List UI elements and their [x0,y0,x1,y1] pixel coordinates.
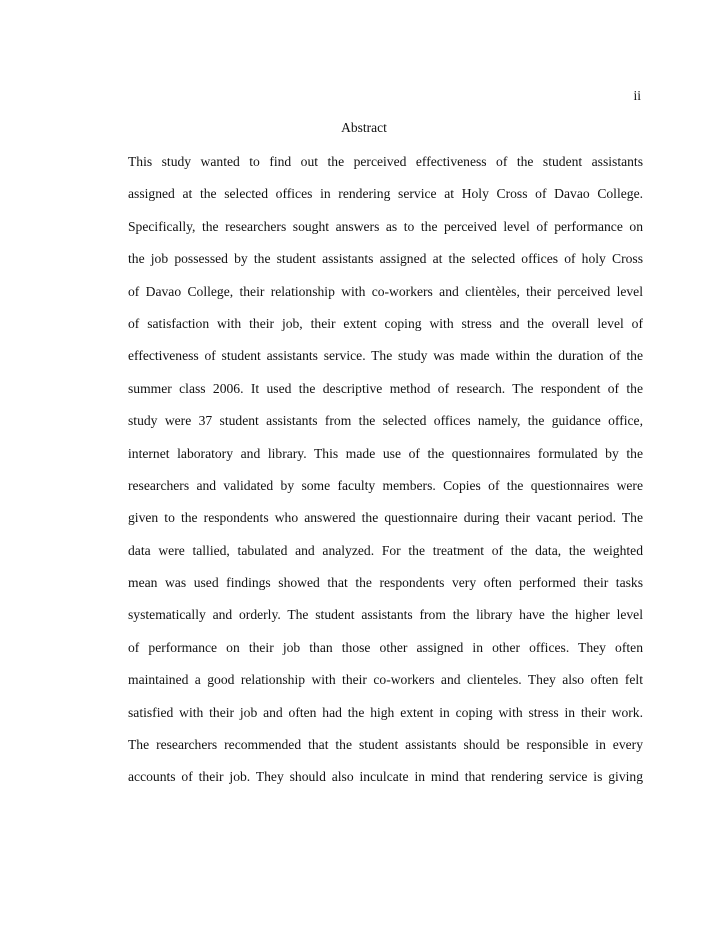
abstract-line: of Davao College, their relationship with co-workers and clientèles, their perceived level [128,283,643,299]
abstract-heading: Abstract [341,120,387,135]
abstract-line: internet laboratory and library. This made use of the questionnaires formulated by the [128,445,643,461]
abstract-line: effectiveness of student assistants service. The study was made within the duration of the [128,348,643,364]
abstract-line: given to the respondents who answered the questionnaire during their vacant period. The [128,510,643,526]
abstract-line: study were 37 student assistants from the selected offices namely, the guidance office, [128,413,643,429]
abstract-line: of satisfaction with their job, their extent coping with stress and the overall level of [128,315,643,331]
abstract-line: The researchers recommended that the student assistants should be responsible in every [128,737,643,753]
abstract-line: mean was used findings showed that the respondents very often performed their tasks [128,575,643,591]
page-number: ii [633,88,641,103]
abstract-line: Specifically, the researchers sought answers as to the perceived level of performance on [128,218,643,234]
abstract-line: assigned at the selected offices in rendering service at Holy Cross of Davao College. [128,186,643,202]
abstract-line: maintained a good relationship with their co-workers and clienteles. They also often felt [128,672,643,688]
abstract-line: accounts of their job. They should also inculcate in mind that rendering service is giving [128,769,643,785]
abstract-line: systematically and orderly. The student assistants from the library have the higher level [128,607,643,623]
abstract-line: summer class 2006. It used the descriptive method of research. The respondent of the [128,380,643,396]
abstract-body [128,146,643,794]
abstract-line: satisfied with their job and often had the high extent in coping with stress in their work. [128,704,643,720]
abstract-line: data were tallied, tabulated and analyzed. For the treatment of the data, the weighted [128,542,643,558]
abstract-line: This study wanted to find out the perceived effectiveness of the student assistants [128,154,643,169]
abstract-line: researchers and validated by some faculty members. Copies of the questionnaires were [128,477,643,493]
abstract-line: the job possessed by the student assistants assigned at the selected offices of holy Cross [128,251,643,267]
abstract-line: of performance on their job than those other assigned in other offices. They often [128,639,643,655]
